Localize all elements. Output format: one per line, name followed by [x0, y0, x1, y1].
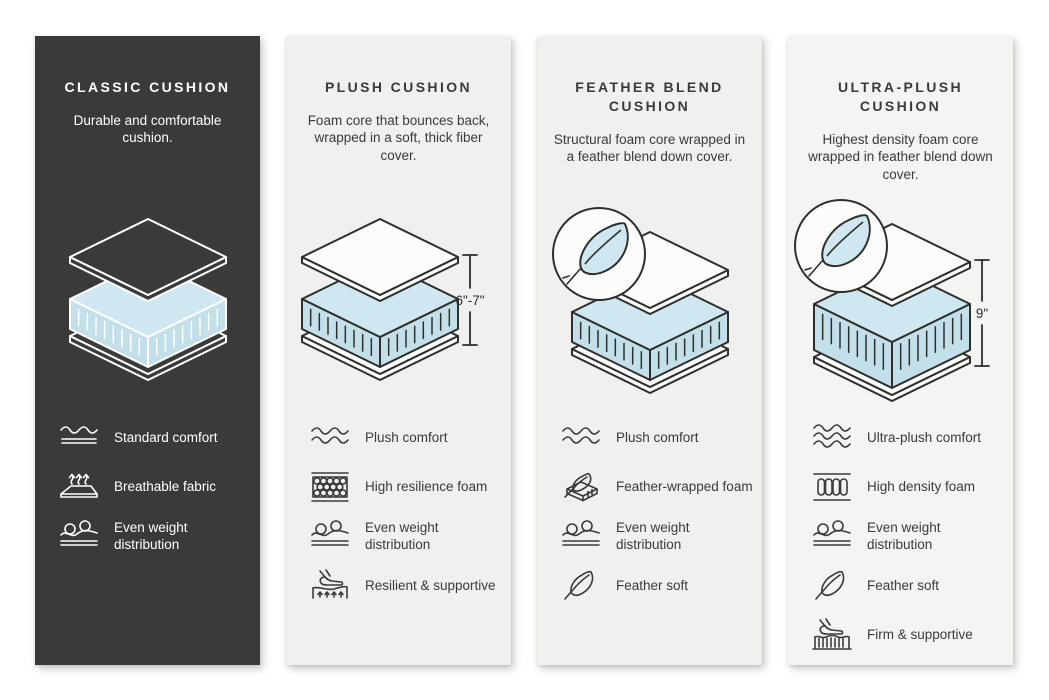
wave-comfort-icon [57, 421, 101, 455]
even-weight-icon [810, 519, 854, 553]
even-weight-icon [559, 519, 603, 553]
card-plush-cushion [286, 36, 511, 665]
double-wave-comfort-icon [308, 421, 352, 455]
layered-cushion-graphic [43, 219, 253, 382]
feature-row [810, 618, 1007, 652]
feature-row [810, 421, 1007, 455]
even-weight-icon [308, 519, 352, 553]
feature-label: Feather soft [867, 577, 940, 593]
cushion-illustration [788, 186, 1013, 415]
feature-label: Even weight distribution [867, 520, 941, 553]
card-description: Durable and comfortable cushion. [73, 112, 222, 146]
card-header [286, 78, 511, 186]
layered-cushion-graphic [796, 198, 1006, 403]
feature-list [788, 421, 1013, 652]
feature-row [57, 421, 254, 455]
resilience-foam-icon [308, 470, 352, 504]
feature-label: Firm & supportive [867, 626, 973, 642]
card-title: PLUSH CUSHION [324, 79, 473, 95]
card-title: CLASSIC CUSHION [64, 79, 231, 95]
feature-label: Feather-wrapped foam [616, 479, 753, 495]
card-description: Highest density foam core wrapped in feather blend down cover. [808, 131, 993, 182]
feather-soft-icon [810, 569, 854, 603]
feature-label: Plush comfort [616, 430, 699, 446]
feature-label: Even weight distribution [365, 520, 439, 553]
triple-wave-comfort-icon [810, 421, 854, 455]
feature-row [810, 519, 1007, 554]
card-ultra-plush-cushion [788, 36, 1013, 665]
firm-supportive-icon [810, 618, 854, 652]
feather-soft-icon [559, 569, 603, 603]
feature-row [810, 470, 1007, 504]
breathable-fabric-icon [57, 470, 101, 504]
high-density-foam-icon [810, 470, 854, 504]
card-description: Structural foam core wrapped in a feather blend down cover. [553, 131, 746, 165]
cushion-illustration [35, 186, 260, 415]
high-density-foam-icon [810, 470, 854, 504]
feature-row [810, 569, 1007, 603]
height-measurement-label: 9" [975, 306, 988, 321]
feature-row [559, 421, 756, 455]
even-weight-icon [57, 519, 101, 553]
feature-row [559, 569, 756, 603]
feature-label: Standard comfort [114, 430, 218, 446]
feature-row [308, 569, 505, 603]
card-description: Foam core that bounces back, wrapped in a soft, thick fiber cover. [307, 112, 490, 163]
feature-label: Plush comfort [365, 430, 448, 446]
card-header [788, 78, 1013, 186]
card-classic-cushion [35, 36, 260, 665]
card-title: ULTRA-PLUSH CUSHION [838, 79, 963, 114]
resilient-supportive-icon [308, 569, 352, 603]
feature-list [35, 421, 260, 554]
even-weight-icon [559, 519, 603, 553]
feather-badge [553, 208, 645, 300]
feather-wrapped-foam-icon [559, 470, 603, 504]
feature-label: Breathable fabric [114, 479, 217, 495]
double-wave-comfort-icon [559, 421, 603, 455]
even-weight-icon [308, 519, 352, 553]
feature-label: High density foam [867, 479, 976, 495]
even-weight-icon [57, 519, 101, 553]
feature-label: Resilient & supportive [365, 577, 496, 593]
resilience-foam-icon [308, 470, 352, 504]
feature-row [308, 421, 505, 455]
feature-list [537, 421, 762, 603]
feature-row [308, 470, 505, 504]
breathable-fabric-icon [57, 470, 101, 504]
firm-supportive-icon [810, 618, 854, 652]
feather-wrapped-foam-icon [559, 470, 603, 504]
card-row [35, 36, 1013, 665]
card-header [537, 78, 762, 186]
triple-wave-comfort-icon [810, 421, 854, 455]
cushion-illustration [537, 186, 762, 415]
feature-row [308, 519, 505, 554]
feature-label: Feather soft [616, 577, 689, 593]
even-weight-icon [810, 519, 854, 553]
card-title: FEATHER BLEND CUSHION [575, 79, 724, 114]
double-wave-comfort-icon [559, 421, 603, 455]
feature-label: Even weight distribution [114, 520, 188, 553]
wave-comfort-icon [57, 421, 101, 455]
feature-label: Even weight distribution [616, 520, 690, 553]
feature-row [57, 470, 254, 504]
feature-row [57, 519, 254, 554]
feature-label: High resilience foam [365, 479, 488, 495]
layered-cushion-graphic [545, 206, 755, 395]
feature-list [286, 421, 511, 603]
cushion-illustration [286, 186, 511, 415]
feature-label: Ultra-plush comfort [867, 430, 982, 446]
feather-soft-icon [810, 569, 854, 603]
double-wave-comfort-icon [308, 421, 352, 455]
feature-row [559, 470, 756, 504]
layered-cushion-graphic [294, 219, 504, 382]
feature-row [559, 519, 756, 554]
card-header [35, 78, 260, 186]
resilient-supportive-icon [308, 569, 352, 603]
height-measurement-label: 6"-7" [454, 293, 485, 308]
feather-soft-icon [559, 569, 603, 603]
feather-badge [795, 200, 887, 292]
card-feather-blend-cushion [537, 36, 762, 665]
